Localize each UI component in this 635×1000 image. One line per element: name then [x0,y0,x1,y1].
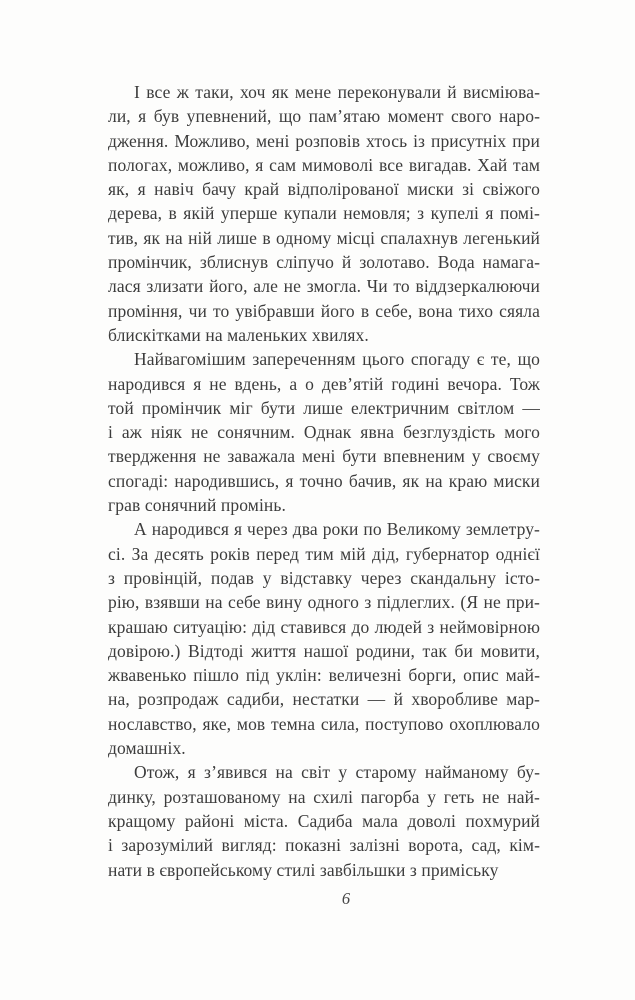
text-line: проміння, чи то увібравши його в себе, вона тихо сяяла [108,300,540,321]
page-number: 6 [341,889,351,908]
text-line: твердження не заважала мені бути впевненим у своєму [108,446,540,467]
text-line: крашаю ситуацію: дід ставився до людей з неймовірною [108,616,540,637]
text-line: кращому районі міста. Садиба мала доволі похмурий [108,810,540,831]
text-line: дерева, в якій уперше купали немовля; з купелі я помі- [108,203,540,224]
text-line: І все ж таки, хоч як мене переконували й висміюва- [134,82,540,102]
text-line: Отож, я з’явився на світ у старому найманому бу- [134,762,540,783]
text-line: сі. За десять років перед тим мій дід, губернатор однієї [108,543,540,564]
text-line: і зарозумілий вигляд: показні залізні ворота, сад, кім- [108,835,540,856]
text-line: той промінчик міг бути лише електричним світлом — [108,397,540,418]
text-line: рію, взявши на себе вину одного з підлеглих. (Я не при- [108,592,540,613]
text-line: нославство, яке, мов темна сила, поступово охоплювало [108,713,540,734]
text-line: на, розпродаж садиби, нестатки — й хворобливе мар- [108,689,540,710]
text-line: лася злизати його, але не змогла. Чи то віддзеркалюючи [108,276,540,297]
text-line: ли, я був упевнений, що пам’ятаю момент свого наро- [108,106,540,127]
text-line: нати в європейському стилі завбільшки з приміську [108,859,499,880]
text-line: динку, розташованому на схилі пагорба у геть не най- [108,786,540,807]
text-line: промінчик, зблиснув сліпучо й золотаво. Вода намага- [108,252,540,273]
text-line: грав сонячний промінь. [108,495,286,516]
text-line: як, я навіч бачу край відполірованої миски зі свіжого [108,179,540,200]
text-line: з провінцій, подав у відставку через скандальну істо- [108,567,540,588]
text-line: жвавенько пішло під уклін: величезні борги, опис май- [108,665,540,686]
text-line: Найвагомішим запереченням цього спогаду є те, що [134,349,540,370]
text-line: і аж ніяк не сонячним. Однак явна безглуздість мого [108,422,540,443]
text-line: А народився я через два роки по Великому землетру- [134,519,540,540]
paragraph [108,760,540,881]
paragraph [108,517,540,760]
text-line: довірою.) Відтоді життя нашої родини, так би мовити, [108,640,540,661]
text-line: пологах, можливо, я сам мимоволі все вигадав. Хай там [108,154,540,175]
text-line: блискітками на маленьких хвилях. [108,324,369,345]
paragraph [108,80,540,347]
paragraph [108,347,540,517]
text-line: спогаді: народившись, я точно бачив, як на краю миски [108,470,540,491]
text-line: домашніх. [108,738,186,759]
text-line: дження. Можливо, мені розповів хтось із присутніх при [108,130,540,151]
text-line: народився я не вдень, а о дев’ятій годині вечора. Тож [108,373,540,394]
text-line: тив, як на ній лише в одному місці спалахнув легенький [108,227,540,248]
page-text [108,80,540,882]
